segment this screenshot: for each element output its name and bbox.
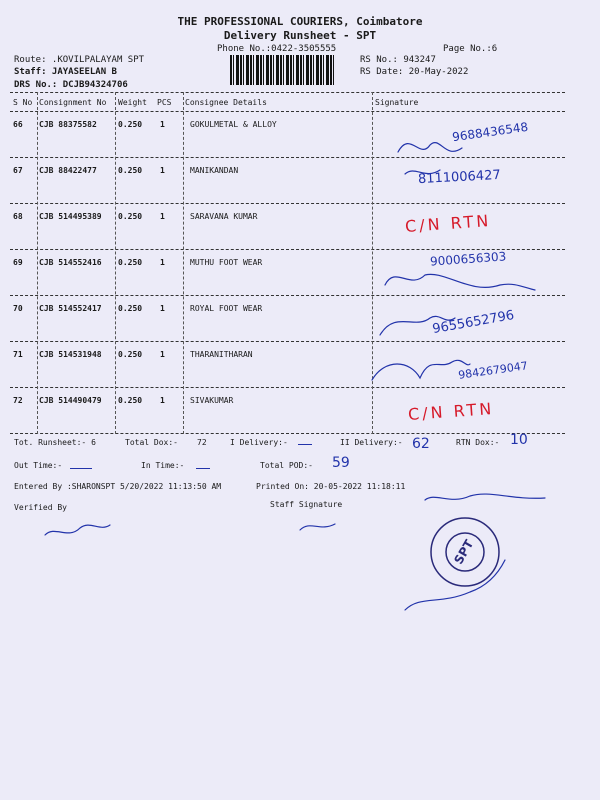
row-consignment: CJB 88375582 <box>39 120 97 129</box>
row-consignment: CJB 514552417 <box>39 304 102 313</box>
blank-mark <box>298 444 312 445</box>
total-pod-label: Total POD:- <box>260 461 313 470</box>
row-sno: 71 <box>13 350 23 359</box>
row-weight: 0.250 <box>118 166 143 175</box>
printed-on: Printed On: 20-05-2022 11:18:11 <box>256 482 406 491</box>
verified-by-label: Verified By <box>14 503 67 512</box>
blank-mark <box>196 468 210 469</box>
staff-signature <box>300 524 335 530</box>
row-consignment: CJB 514531948 <box>39 350 102 359</box>
row-consignee: SIVAKUMAR <box>190 396 234 405</box>
total-dox-value: 72 <box>197 438 207 447</box>
row-sno: 70 <box>13 304 23 313</box>
row-weight: 0.250 <box>118 304 143 313</box>
signature-phone: 8111006427 <box>417 167 502 188</box>
i-delivery-label: I Delivery:- <box>230 438 288 447</box>
return-mark: C/N RTN <box>404 211 492 236</box>
page-number: Page No.:6 <box>443 44 498 54</box>
row-sno: 72 <box>13 396 23 405</box>
rtn-dox-label: RTN Dox:- <box>456 438 500 447</box>
row-consignee: MANIKANDAN <box>190 166 239 175</box>
col-header-pcs: PCS <box>157 98 172 107</box>
row-sno: 68 <box>13 212 23 221</box>
row-consignee: GOKULMETAL & ALLOY <box>190 120 277 129</box>
row-weight: 0.250 <box>118 350 143 359</box>
row-sno: 66 <box>13 120 23 129</box>
total-pod-value: 59 <box>332 455 350 471</box>
signature-phone: 9688436548 <box>451 119 529 145</box>
row-sno: 67 <box>13 166 23 175</box>
signature-phone: 9842679047 <box>457 359 529 382</box>
col-header-sno: S No <box>13 98 33 107</box>
phone-number: Phone No.:0422-3505555 <box>217 44 337 54</box>
total-runsheet: Tot. Runsheet:- 6 <box>14 438 96 447</box>
row-sno: 69 <box>13 258 23 267</box>
row-pcs: 1 <box>160 212 165 221</box>
entered-by: Entered By :SHARONSPT 5/20/2022 11:13:50 AM <box>14 482 222 491</box>
route: Route: .KOVILPALAYAM SPT <box>14 55 145 65</box>
col-header-consignment: Consignment No <box>39 98 107 107</box>
total-dox-label: Total Dox:- <box>125 438 178 447</box>
row-consignee: ROYAL FOOT WEAR <box>190 304 263 313</box>
row-pcs: 1 <box>160 120 165 129</box>
row-consignment: CJB 514495389 <box>39 212 102 221</box>
staff-signature-label: Staff Signature <box>270 500 343 509</box>
return-mark: C/N RTN <box>407 399 495 424</box>
row-pcs: 1 <box>160 304 165 313</box>
col-header-signature: Signature <box>375 98 419 107</box>
row-weight: 0.250 <box>118 258 143 267</box>
row-consignment: CJB 514490479 <box>39 396 102 405</box>
drs-number: DRS No.: DCJB94324706 <box>14 80 128 90</box>
row-consignment: CJB 88422477 <box>39 166 97 175</box>
col-header-consignee: Consignee Details <box>185 98 267 107</box>
row-consignment: CJB 514552416 <box>39 258 102 267</box>
blank-mark <box>70 468 92 469</box>
col-header-weight: Weight <box>118 98 147 107</box>
rtn-dox-value: 10 <box>510 432 528 448</box>
row-consignee: THARANITHARAN <box>190 350 253 359</box>
signature-stroke <box>372 360 470 380</box>
company-name: THE PROFESSIONAL COURIERS, Coimbatore <box>177 15 423 28</box>
ii-delivery-label: II Delivery:- <box>340 438 403 447</box>
rs-date: RS Date: 20-May-2022 <box>360 67 469 77</box>
row-pcs: 1 <box>160 258 165 267</box>
signature-stroke <box>385 274 535 290</box>
in-time-label: In Time:- <box>141 461 185 470</box>
row-pcs: 1 <box>160 166 165 175</box>
row-consignee: MUTHU FOOT WEAR <box>190 258 263 267</box>
staff-name: Staff: JAYASEELAN B <box>14 67 117 77</box>
row-weight: 0.250 <box>118 212 143 221</box>
signature-phone: 9655652796 <box>431 307 516 338</box>
row-pcs: 1 <box>160 396 165 405</box>
rs-number: RS No.: 943247 <box>360 55 436 65</box>
verified-signature <box>45 525 110 535</box>
signature-phone: 9000656303 <box>429 249 507 269</box>
document-title: Delivery Runsheet - SPT <box>223 29 377 42</box>
ii-delivery-value: 62 <box>412 436 430 452</box>
row-weight: 0.250 <box>118 120 143 129</box>
row-consignee: SARAVANA KUMAR <box>190 212 258 221</box>
tamil-note <box>425 494 545 500</box>
out-time-label: Out Time:- <box>14 461 63 470</box>
row-weight: 0.250 <box>118 396 143 405</box>
stamp-text: SPT <box>451 537 477 567</box>
row-pcs: 1 <box>160 350 165 359</box>
